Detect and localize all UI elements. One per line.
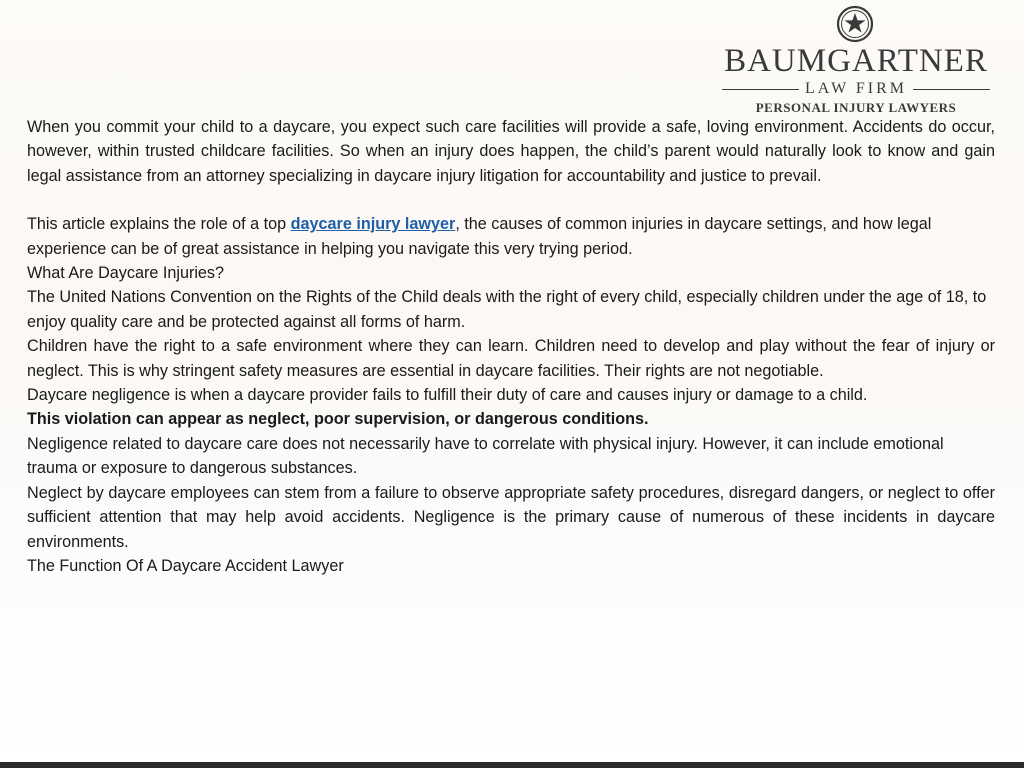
logo-rule-right [913, 89, 990, 90]
purpose-text-start: This article explains the role of a top [27, 215, 291, 234]
negligence-definition-paragraph: Daycare negligence is when a daycare provider fails to fulfill their duty of care and causes injury or damage to a child. [27, 386, 868, 405]
bottom-bar [0, 762, 1024, 768]
employee-neglect-paragraph: Neglect by daycare employees can stem from a failure to observe appropriate safety procedures, disregard dangers, or neglect to offer sufficient attention that may help avoid accidents. Negligence is the primary cause of numerous of these incidents in daycare environments. [27, 483, 995, 551]
children-rights-paragraph: Children have the right to a safe environment where they can learn. Children need to develop and play without the fear of injury or neglect. This is why stringent safety measures are essential in daycare facilities. Their rights are not negotiable. [27, 337, 995, 380]
star-badge-icon [835, 4, 875, 44]
purpose-text-end: , the causes of common injuries in daycare settings, and how legal experience can be of great assistance in helping you navigate this very trying period. [27, 215, 932, 258]
intro-paragraph: When you commit your child to a daycare, you expect such care facilities will provide a safe, loving environment. Accidents do occur, however, within trusted childcare facilities. So when an injury does happen, the child’s parent would naturally look to know and gain legal assistance from an attorney specializing in daycare injury litigation for accountability and justice to prevail. [27, 118, 995, 185]
violation-bold-paragraph: This violation can appear as neglect, poor supervision, or dangerous conditions. [27, 410, 649, 429]
section-heading-lawyer-function: The Function Of A Daycare Accident Lawyer [27, 556, 344, 575]
logo-subtitle: LAW FIRM [805, 80, 907, 97]
emotional-trauma-paragraph: Negligence related to daycare care does not necessarily have to correlate with physical injury. However, it can include emotional trauma or exposure to dangerous substances. [27, 434, 944, 478]
logo-subtitle-row [716, 80, 996, 98]
daycare-injury-lawyer-link[interactable]: daycare injury lawyer [290, 215, 456, 234]
un-convention-paragraph: The United Nations Convention on the Rights of the Child deals with the right of every child, especially children under the age of 18, to enjoy quality care and be protected against all forms of harm. [27, 288, 987, 331]
logo-rule-left [722, 89, 799, 90]
firm-logo [712, 2, 1000, 116]
article-purpose-paragraph [27, 212, 995, 261]
logo-tagline: PERSONAL INJURY LAWYERS [755, 100, 957, 115]
section-heading-daycare-injuries: What Are Daycare Injuries? [27, 264, 225, 283]
logo-firm-name: BAUMGARTNER [724, 43, 988, 79]
article-body [27, 115, 995, 578]
